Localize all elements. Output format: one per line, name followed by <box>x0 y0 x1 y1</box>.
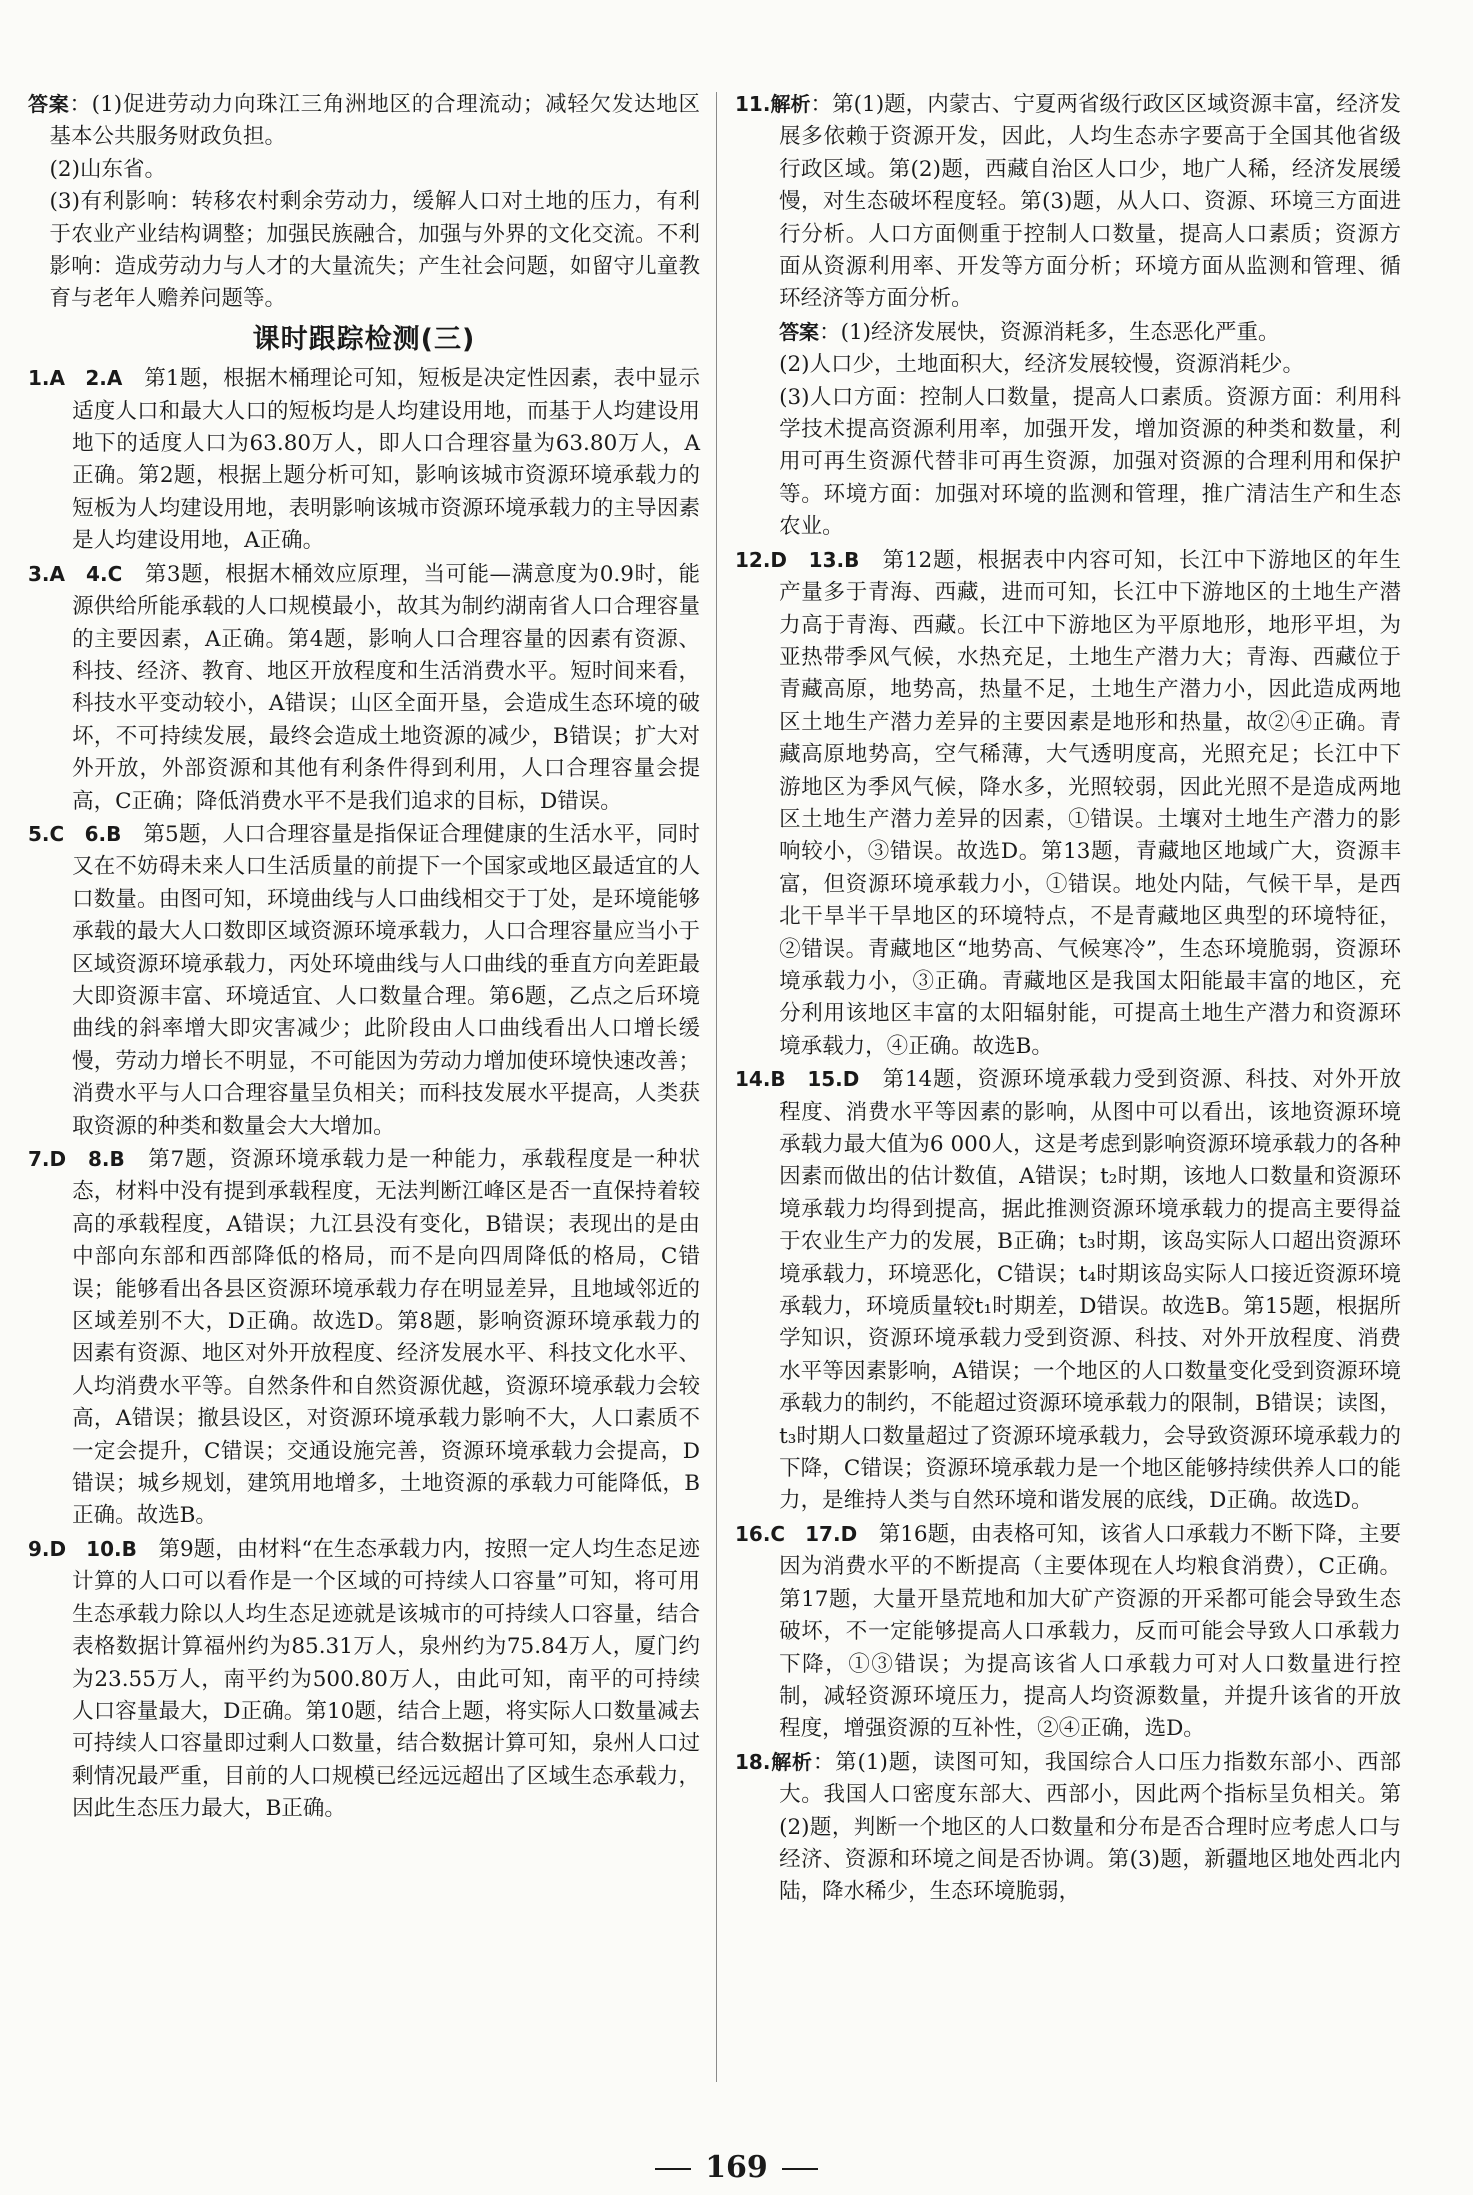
column-divider <box>716 92 717 2082</box>
right-column <box>735 88 1401 1909</box>
item-label: 3.A 4.C <box>28 561 123 586</box>
answer-item: 7.D 8.B 第7题，资源环境承载力是一种能力，承载程度是一种状态，材料中没有提到承载程度，无法判断江峰区是否一直保持着较高的承载程度，A错误；九江县没有变化，B错误；表现出的是由中部向东部和西部降低的格局，而不是向四周降低的格局，C错误；能够看出各县区资源环境承载力存在明显差异，且地域邻近的区域差别不大，D正确。故选D。第8题，影响资源环境承载力的因素有资源、地区对外开放程度、经济发展水平、科技文化水平、人均消费水平等。自然条件和自然资源优越，资源环境承载力会较高，A错误；撤县设区，对资源环境承载力影响不大，人口素质不一定会提升，C错误；交通设施完善，资源环境承载力会提高，D错误；城乡规划，建筑用地增多，土地资源的承载力可能降低，B正确。故选B。 <box>28 1147 701 1529</box>
item-label: 1.A 2.A <box>28 366 123 391</box>
answer-paragraph-2: (2)山东省。 <box>49 156 166 182</box>
item-label: 18.解析 <box>735 1749 813 1774</box>
answer-item: 3.A 4.C 第3题，根据木桶效应原理，当可能—满意度为0.9时，能源供给所能承载的人口规模最小，故其为制约湖南省人口合理容量的主要因素，A正确。第4题，影响人口合理容量的因素有资源、科技、经济、教育、地区开放程度和生活消费水平。短时间来看，科技水平变动较小，A错误；山区全面开垦，会造成生态环境的破坏，不可持续发展，最终会造成土地资源的减少，B错误；扩大对外开放，外部资源和其他有利条件得到利用，人口合理容量会提高，C正确；降低消费水平不是我们追求的目标，D错误。 <box>28 561 701 814</box>
item-label: 12.D 13.B <box>735 547 860 572</box>
answer-item: 16.C 17.D 第16题，由表格可知，该省人口承载力不断下降，主要因为消费水平的不断提高（主要体现在人均粮食消费），C正确。第17题，大量开垦荒地和加大矿产资源的开采都可能会导致生态破坏，不一定能够提高人口承载力，反而可能会导致人口承载力下降，①③错误；为提高该省人口承载力可对人口数量进行控制，减轻资源环境压力，提高人均资源数量，并提升该省的开放程度，增强资源的互补性，②④正确，选D。 <box>735 1521 1401 1742</box>
answer-item-11: 11.解析：第(1)题，内蒙古、宁夏两省级行政区区域资源丰富，经济发展多依赖于资源开发，因此，人均生态赤字要高于全国其他省级行政区域。第(2)题，西藏自治区人口少，地广人稀，经济发展缓慢，对生态破坏程度轻。第(3)题，从人口、资源、环境三方面进行分析。人口方面侧重于控制人口数量，提高人口素质；资源方面从资源利用率、开发等方面分析；环境方面从监测和管理、循环经济等方面分析。 <box>735 92 1401 312</box>
answer-item: 18.解析：第(1)题，读图可知，我国综合人口压力指数东部小、西部大。我国人口密度东部大、西部小，因此两个指标呈负相关。第(2)题，判断一个地区的人口数量和分布是否合理时应考虑人口与经济、资源和环境之间是否协调。第(3)题，新疆地区地处西北内陆，降水稀少，生态环境脆弱， <box>735 1749 1401 1905</box>
answer-item-11-answers <box>735 316 1401 544</box>
answer-item: 1.A 2.A 第1题，根据木桶理论可知，短板是决定性因素，表中显示适度人口和最大人口的短板均是人均建设用地，而基于人均建设用地下的适度人口为63.80万人，即人口合理容量为63.80万人，A正确。第2题，根据上题分析可知，影响该城市资源环境承载力的短板为人均建设用地，表明影响该城市资源环境承载力的主导因素是人均建设用地，A正确。 <box>28 366 701 554</box>
section-heading: 课时跟踪检测(三) <box>252 323 476 355</box>
item-label: 14.B 15.D <box>735 1067 860 1092</box>
item-label: 7.D 8.B <box>28 1147 125 1171</box>
answer-item: 12.D 13.B 第12题，根据表中内容可知，长江中下游地区的年生产量多于青海、西藏，进而可知，长江中下游地区的土地生产潜力高于青海、西藏。长江中下游地区为平原地形，地形平坦，为亚热带季风气候，水热充足，土地生产潜力大；青海、西藏位于青藏高原，地势高，热量不足，土地生产潜力小，因此造成两地区土地生产潜力差异的主要因素是地形和热量，故②④正确。青藏高原地势高，空气稀薄，大气透明度高，光照充足；长江中下游地区为季风气候，降水多，光照较弱，因此光照不是造成两地区土地生产潜力差异的因素，①错误。土壤对土地生产潜力的影响较小，③错误。故选D。第13题，青藏地区地域广大，资源丰富，但资源环境承载力小，①错误。地处内陆，气候干旱，是西北干旱半干旱地区的环境特点，不是青藏地区典型的环境特征，②错误。青藏地区“地势高、气候寒冷”，生态环境脆弱，资源环境承载力小，③正确。青藏地区是我国太阳能最丰富的地区，充分利用该地区丰富的太阳辐射能，可提高土地生产潜力和资源环境承载力，④正确。故选B。 <box>735 547 1401 1059</box>
item-label: 5.C 6.B <box>28 821 122 846</box>
item-label: 9.D 10.B <box>28 1536 137 1561</box>
page-number-dash <box>782 2168 818 2170</box>
answer-block <box>28 88 700 316</box>
page-number: 169 <box>0 2150 1473 2185</box>
answer-label: 答案 <box>28 92 70 116</box>
answer-paragraph: (3)人口方面：控制人口数量，提高人口素质。资源方面：利用科学技术提高资源利用率，加强开发，增加资源的种类和数量，利用可再生资源代替非可再生资源，加强对资源的合理利用和保护等。环境方面：加强对环境的监测和管理，推广清洁生产和生态农业。 <box>779 384 1401 540</box>
answer-paragraph-3: (3)有利影响：转移农村剩余劳动力，缓解人口对土地的压力，有利于农业产业结构调整；加强民族融合，加强与外界的文化交流。不利影响：造成劳动力与人才的大量流失；产生社会问题，如留守儿童教育与老年人赡养问题等。 <box>49 189 700 312</box>
item-label: 16.C 17.D <box>735 1521 858 1546</box>
left-column <box>28 88 700 1826</box>
item-label: 11.解析 <box>735 92 811 116</box>
answer-paragraph: (2)人口少，土地面积大，经济发展较慢，资源消耗少。 <box>779 352 1305 378</box>
answer-item: 9.D 10.B 第9题，由材料“在生态承载力内，按照一定人均生态足迹计算的人口可以看作是一个区域的可持续人口容量”可知，将可用生态承载力除以人均生态足迹就是该城市的可持续人口容量，结合表格数据计算福州约为85.31万人，泉州约为75.84万人，厦门约为23.55万人，南平约为500.80万人，由此可知，南平的可持续人口容量最大，D正确。第10题，结合上题，将实际人口数量减去可持续人口容量即过剩人口数量，结合数据计算可知，泉州人口过剩情况最严重，目前的人口规模已经远远超出了区域生态承载力，因此生态压力最大，B正确。 <box>28 1536 700 1822</box>
page-number-dash <box>655 2168 691 2170</box>
answer-paragraph-1: 答案：(1)促进劳动力向珠江三角洲地区的合理流动；减轻欠发达地区基本公共服务财政负担。 <box>28 92 700 150</box>
answer-paragraph: 答案：(1)经济发展快，资源消耗多，生态恶化严重。 <box>779 319 1280 345</box>
answer-label: 答案 <box>779 319 820 344</box>
answer-item: 14.B 15.D 第14题，资源环境承载力受到资源、科技、对外开放程度、消费水平等因素的影响，从图中可以看出，该地资源环境承载力最大值为6 000人，这是考虑到影响资源环境承载力的各种因素而做出的估计数值，A错误；t₂时期，该地人口数量和资源环境承载力均得到提高，据此推测资源环境承载力的提高主要得益于农业生产力的发展，B正确；t₃时期，该岛实际人口超出资源环境承载力，环境恶化，C错误；t₄时期该岛实际人口接近资源环境承载力，环境质量较t₁时期差，D错误。故选B。第15题，根据所学知识，资源环境承载力受到资源、科技、对外开放程度、消费水平等因素影响，A错误；一个地区的人口数量变化受到资源环境承载力的制约，不能超过资源环境承载力的限制，B错误；读图，t₃时期人口数量超过了资源环境承载力，会导致资源环境承载力的下降，C错误；资源环境承载力是一个地区能够持续供养人口的能力，是维持人类与自然环境和谐发展的底线，D正确。故选D。 <box>735 1067 1401 1514</box>
answer-item: 5.C 6.B 第5题，人口合理容量是指保证合理健康的生活水平，同时又在不妨碍未来人口生活质量的前提下一个国家或地区最适宜的人口数量。由图可知，环境曲线与人口曲线相交于丁处，是环境能够承载的最大人口数即区域资源环境承载力，人口合理容量应当小于区域资源环境承载力，丙处环境曲线与人口曲线的垂直方向差距最大即资源丰富、环境适宜、人口数量合理。第6题，乙点之后环境曲线的斜率增大即灾害减少；此阶段由人口曲线看出人口增长缓慢，劳动力增长不明显，不可能因为劳动力增加使环境快速改善；消费水平与人口合理容量呈负相关；而科技发展水平提高，人类获取资源的种类和数量会大大增加。 <box>28 821 700 1139</box>
